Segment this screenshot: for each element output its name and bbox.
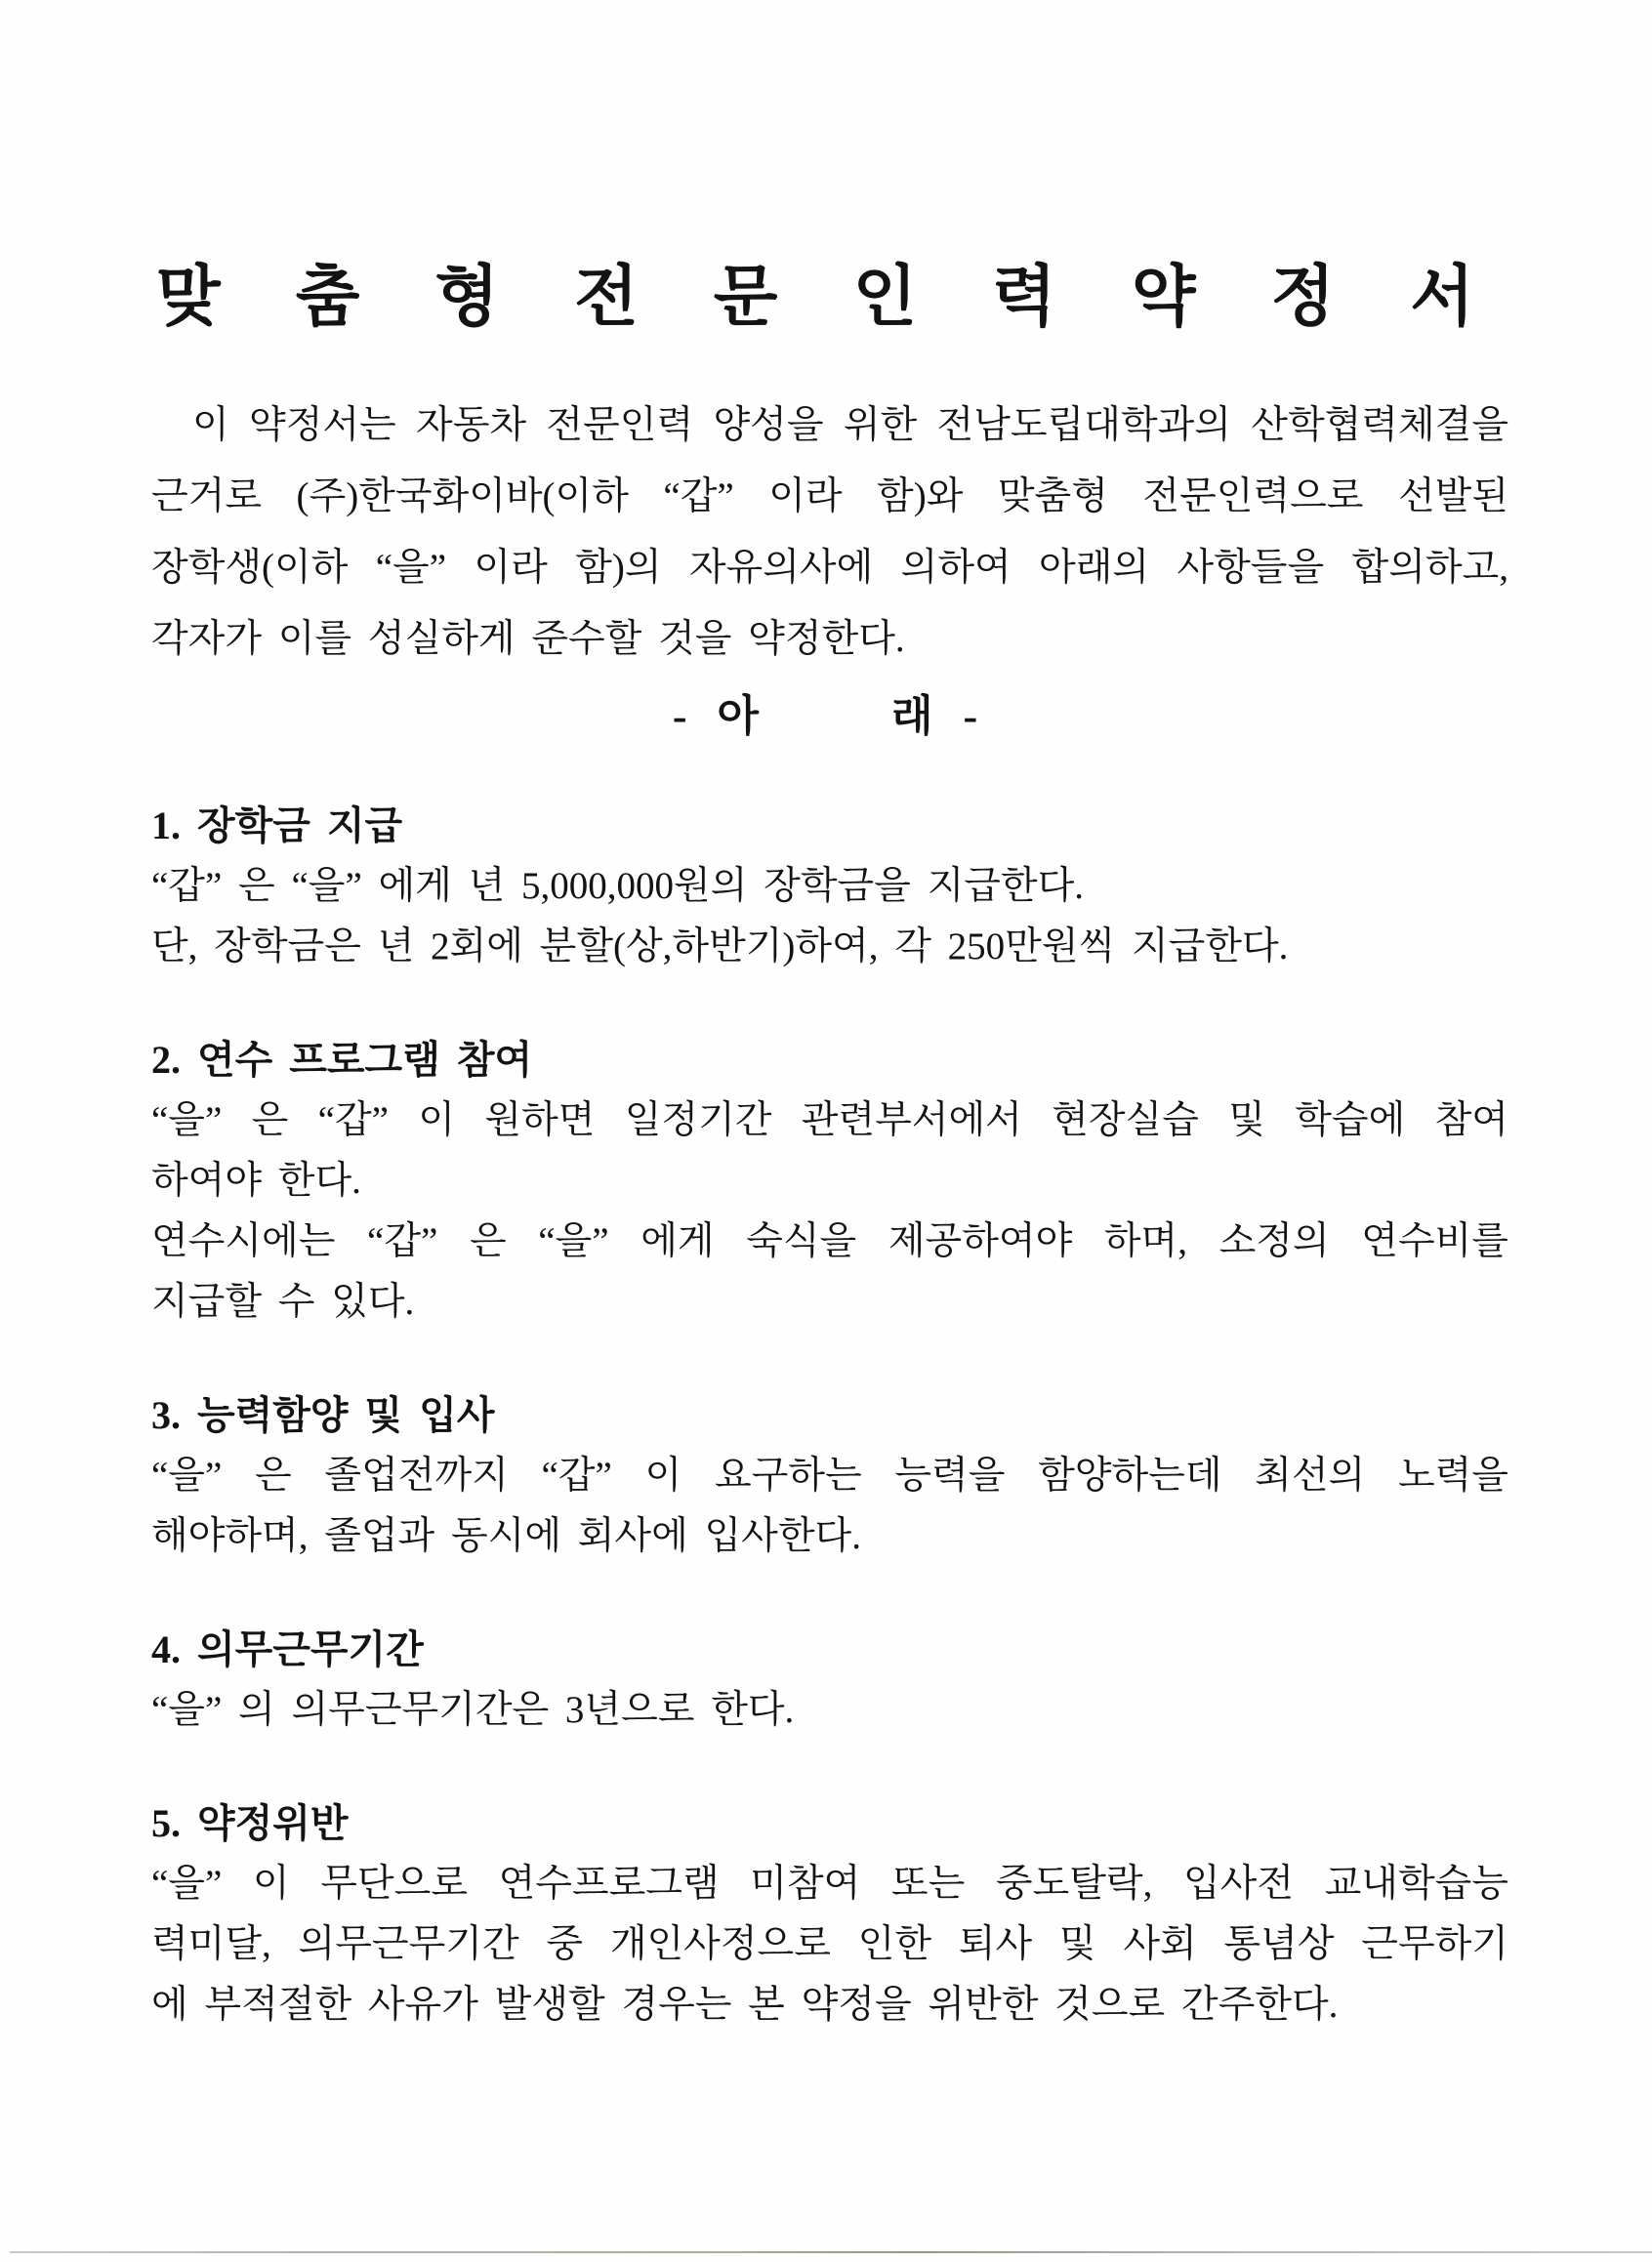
section-line: 지급할 수 있다. [151,1281,415,1323]
section-line: “을” 은 “갑” 이 원하면 일정기간 관련부서에서 현장실습 및 학습에 참여 [151,1099,1508,1141]
section-breach [151,1793,1508,2036]
section-line: 해야하며, 졸업과 동시에 회사에 입사한다. [151,1515,861,1557]
section-heading: 1. 장학금 지급 [151,803,403,847]
intro-paragraph [151,390,1508,675]
intro-line: 근거로 (주)한국화이바(이하 “갑” 이라 함)와 맞춤형 전문인력으로 선발된 [151,475,1508,517]
section-body [151,1854,1508,2036]
section-heading: 5. 약정위반 [151,1801,349,1845]
section-heading: 4. 의무근무기간 [151,1627,424,1671]
section-competency-employment [151,1385,1508,1567]
document-title: 맞 춤 형 전 문 인 력 약 정 서 [156,260,1504,334]
section-line: 하여야 한다. [151,1160,361,1202]
intro-line: 이 약정서는 자동차 전문인력 양성을 위한 전남도립대학과의 산학협력체결을 [192,404,1508,446]
section-heading: 2. 연수 프로그램 참여 [151,1038,533,1082]
section-training-program [151,1030,1508,1333]
section-line: “을” 이 무단으로 연수프로그램 미참여 또는 중도탈락, 입사전 교내학습능 [151,1863,1508,1905]
section-mandatory-service [151,1620,1508,1741]
scan-edge-artifact [10,2251,1652,2253]
section-body [151,1446,1508,1567]
section-line: “을” 은 졸업전까지 “갑” 이 요구하는 능력을 함양하는데 최선의 노력을 [151,1455,1508,1497]
section-body [151,1680,1508,1741]
section-scholarship [151,796,1508,977]
section-body [151,1090,1508,1333]
intro-line: 장학생(이하 “을” 이라 함)의 자유의사에 의하여 아래의 사항들을 합의하고, [151,547,1508,589]
section-line: 단, 장학금은 년 2회에 분할(상,하반기)하여, 각 250만원씩 지급한다. [151,925,1289,967]
section-line: 에 부적절한 사유가 발생할 경우는 본 약정을 위반한 것으로 간주한다. [151,1984,1339,2026]
document-content [151,0,1508,2036]
section-line: “갑” 은 “을” 에게 년 5,000,000원의 장학금을 지급한다. [151,865,1085,907]
section-line: “을” 의 의무근무기간은 3년으로 한다. [151,1689,795,1731]
below-divider-label: - 아 래 - [672,692,988,740]
section-body [151,856,1508,977]
section-line: 연수시에는 “갑” 은 “을” 에게 숙식을 제공하여야 하며, 소정의 연수비를 [151,1220,1508,1262]
intro-line: 각자가 이를 성실하게 준수할 것을 약정한다. [151,618,905,660]
section-heading: 3. 능력함양 및 입사 [151,1393,495,1437]
section-line: 력미달, 의무근무기간 중 개인사정으로 인한 퇴사 및 사회 통념상 근무하기 [151,1923,1508,1965]
